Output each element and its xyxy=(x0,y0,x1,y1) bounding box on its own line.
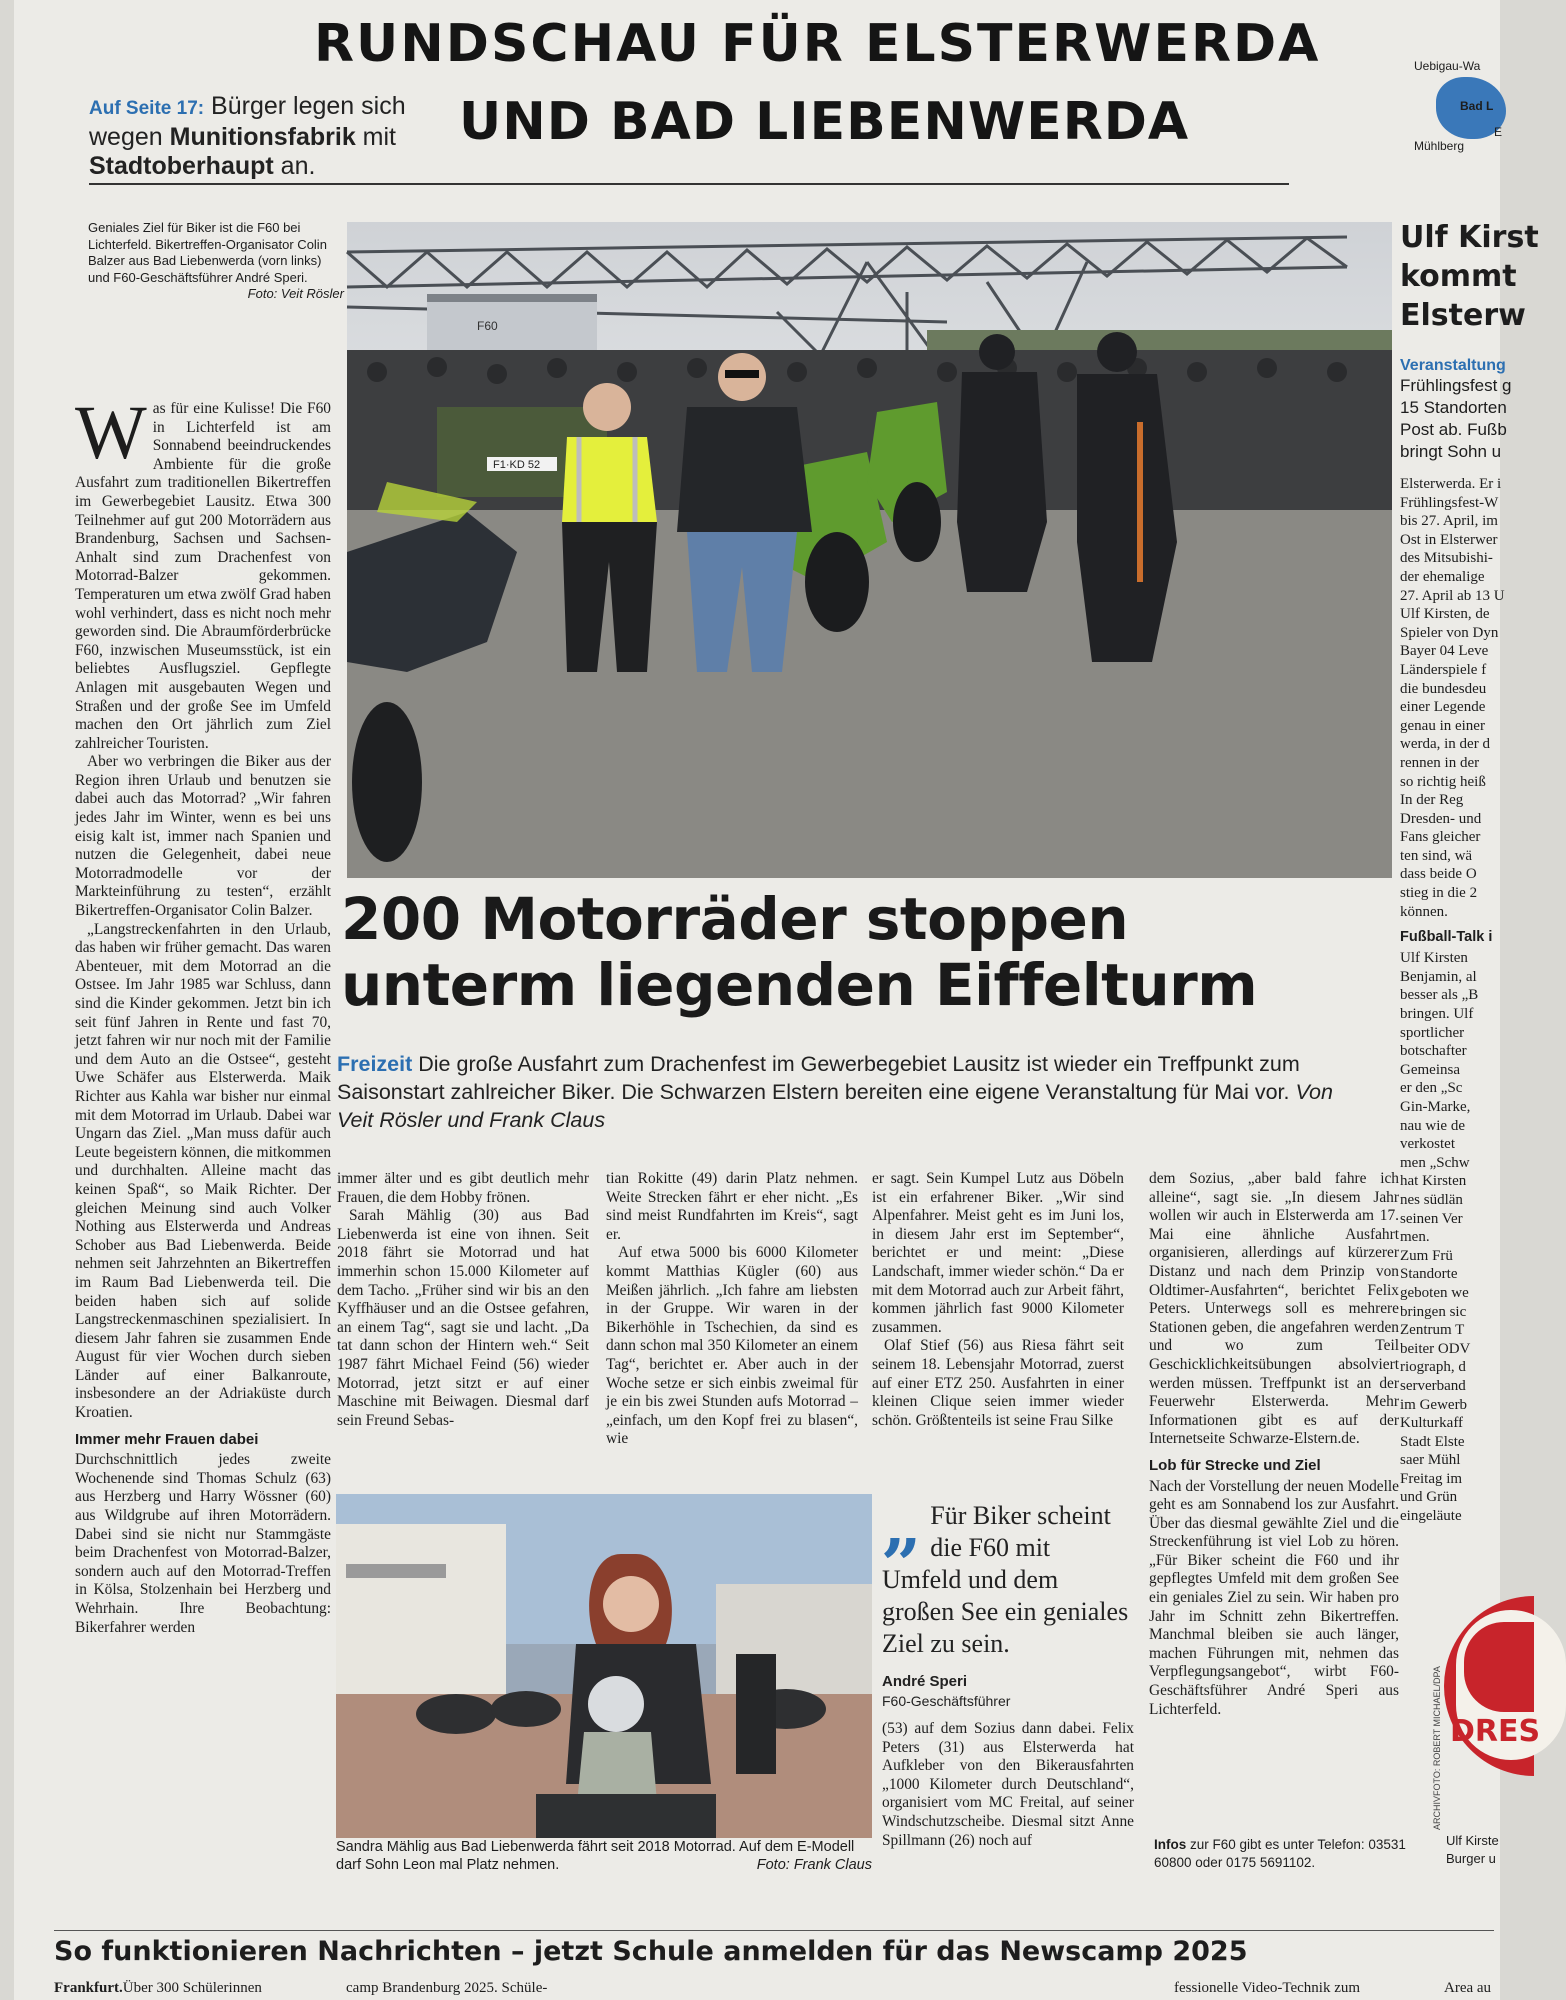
drop-cap: W xyxy=(75,391,147,475)
bottom-text: camp Brandenburg 2025. Schüle- xyxy=(346,1980,548,1996)
right-deck: Post ab. Fußb xyxy=(1400,420,1507,439)
logo-caption-line: Ulf Kirste xyxy=(1446,1833,1499,1848)
deck-text: Die große Ausfahrt zum Drachenfest im Gewerbegebiet Lausitz ist wieder ein Treffpunkt zum Saisonstart zahlreicher Biker. Die Schwarzen Elstern bereiten eine eigene Veranstaltung für Mai vor. xyxy=(337,1052,1300,1104)
right-headline: kommt xyxy=(1400,259,1517,294)
logo-text: DRES xyxy=(1450,1714,1541,1749)
article-subhead: Lob für Strecke und Ziel xyxy=(1149,1456,1321,1474)
article-paragraph: Nach der Vorstellung der neuen Modelle geht es am Sonnabend los zur Ausfahrt. Über das diesmal gewählte Ziel und die Streckenführung ist viel Lob zu hören. „Für Biker scheint die F60 und ihr gepflegtes Umfeld mit dem großen See ein geniales Ziel zu sein. Wir haben pro Jahr im Schnitt zehn Bikertreffen. Manchmal bleiben sie auch länger, machen Führungen mit, nehmen das Verpflegungsangebot“, wirbt F60-Geschäftsführer André Speri aus Lichterfeld. xyxy=(1149,1477,1399,1718)
quote-mark-icon: „ xyxy=(882,1483,923,1566)
headline-line-1: 200 Motorräder stoppen xyxy=(341,885,1129,953)
article-paragraph: „Langstreckenfahrten in den Urlaub, das haben wir früher gemacht. Das waren Abenteuer, mit dem Motorrad an die Ostsee. Im Jahr 1985 war Schluss, dann sind die Kinder gekommen. Jetzt bin ich seit fünf Jahren in Rente und fast 70, jetzt fahren wir nur noch mit der Familie und dem Auto an die Ostsee“, gesteht Uwe Schäfer aus Elsterwerda. Maik Richter aus Kahla war bisher nur einmal mit dem Motorrad im Urlaub. Dabei war Ungarn das Ziel. „Man muss dafür auch Leute begeistern können, die mitkommen und durchhalten. Alleine macht das keinen Spaß“, so Maik Richter. Der gleichen Meinung sind auch Volker Nothing aus Elsterwerda und Andreas Schober aus Bad Liebenwerda. Beide nehmen seit Jahrzehnten an Bikertreffen im Raum Bad Liebenwerda teil. Die beiden haben sich auf solide Langstreckenmaschinen spezialisiert. In diesem Jahr fahren sie zusammen Ende August für vier Wochen durch sieben Länder auf einer Balkanroute, insbesondere an der Adriaküste durch Kroatien. xyxy=(75,920,332,1422)
right-body-line: genau in einer xyxy=(1400,717,1485,734)
right-deck: Frühlingsfest g xyxy=(1400,376,1512,395)
right-body-line: dass beide O xyxy=(1400,866,1477,883)
right-body-line: können. xyxy=(1400,903,1448,920)
right-body-line: Gemeinsa xyxy=(1400,1061,1460,1078)
header-rule xyxy=(89,183,1289,185)
main-photo-illustration xyxy=(347,222,1392,878)
teaser-bold-1: Munitionsfabrik xyxy=(169,123,356,151)
right-deck: bringt Sohn u xyxy=(1400,442,1502,461)
newspaper-page xyxy=(14,0,1541,2000)
caption-text: Geniales Ziel für Biker ist die F60 bei Lichterfeld. Bikertreffen-Organisator Colin Balzer aus Bad Liebenwerda (vorn links) und F60-Geschäftsführer André Speri. xyxy=(88,220,327,285)
article-paragraph: er sagt. Sein Kumpel Lutz aus Döbeln ist ein erfahrener Biker. „Wir sind Alpenfahrer. Meist geht es im Juni los, in diesem Jahr erst im September“, berichtet er und meint: „Diese Landschaft, immer wieder schön.“ Da er mit dem Motorrad auch zur Arbeit fährt, kommen jährlich fast 9000 Kilometer zusammen. xyxy=(872,1170,1124,1336)
article-paragraph: Auf etwa 5000 bis 6000 Kilometer kommt Matthias Kügler (60) aus Meißen jährlich. „Ich fahre am liebsten in der Gruppe. Wir waren in der Bikerhöhle in Tschechien, da sind es dann schon mal 350 Kilometer an einem Tag“, berichtet er. Aber auch in der Woche setze er sich einbis zweimal für je ein bis zwei Stunden aufs Motorrad – „einfach, um den Kopf frei zu blasen“, wie xyxy=(606,1244,858,1448)
main-photo xyxy=(347,222,1392,878)
right-body-line: Gin-Marke, xyxy=(1400,1099,1471,1115)
right-body-line: botschafter xyxy=(1400,1043,1467,1060)
right-deck: 15 Standorten xyxy=(1400,398,1507,417)
right-body-line: bringen sic xyxy=(1400,1303,1467,1320)
article-deck xyxy=(337,1050,1367,1134)
map-label: E xyxy=(1494,125,1503,139)
right-body-line: nau wie de xyxy=(1400,1117,1465,1134)
masthead-line-1: RUNDSCHAU FÜR ELSTERWERDA xyxy=(314,14,1321,74)
article-subhead: Immer mehr Frauen dabei xyxy=(75,1430,259,1448)
right-body-line: bringen. Ulf xyxy=(1400,1006,1474,1023)
right-body-line: 27. April ab 13 U xyxy=(1400,587,1505,604)
article-column-4 xyxy=(872,1170,1124,1430)
info-box xyxy=(1154,1836,1414,1872)
map-label: Uebigau-Wa xyxy=(1414,59,1481,73)
quote-role: F60-Geschäftsführer xyxy=(882,1693,1011,1709)
region-map xyxy=(1414,55,1503,155)
right-body-line: saer Mühl xyxy=(1400,1452,1461,1469)
right-body-line: hat Kirsten xyxy=(1400,1173,1467,1190)
caption-text: Sandra Mählig aus Bad Liebenwerda fährt seit 2018 Motorrad. Auf dem E-Modell darf Sohn Leon mal Platz nehmen. xyxy=(336,1839,855,1873)
right-body-line: besser als „B xyxy=(1400,987,1479,1004)
right-body-line: Ulf Kirsten xyxy=(1400,950,1468,967)
right-body-line: bis 27. April, im xyxy=(1400,513,1498,530)
teaser-text-2: mit xyxy=(355,123,397,151)
page-teaser xyxy=(89,92,469,181)
bottom-text: fessionelle Video-Technik zum xyxy=(1174,1980,1361,1996)
article-column-5 xyxy=(1149,1170,1399,1719)
quote-person: André Speri xyxy=(882,1673,968,1690)
deck-kicker: Freizeit xyxy=(337,1052,413,1076)
building-graphic xyxy=(427,294,597,356)
article-paragraph: Olaf Stief (56) aus Riesa fährt seit seinem 18. Lebensjahr Motorrad, zuerst auf einer ETZ 250. Ausfahrten in einer kleinen Clique seien immer wieder schön. Größtenteils ist seine Frau Silke xyxy=(872,1337,1124,1429)
right-body-line: Freitag im xyxy=(1400,1470,1463,1487)
bottom-text: Über 300 Schülerinnen xyxy=(122,1980,262,1996)
article-paragraph: as für eine Kulisse! Die F60 in Lichterfeld ist am Sonnabend beeindruckendes Ambiente für die große Ausfahrt zum traditionellen Bikertreffen im Gewerbegebiet Lausitz. Etwa 300 Teilnehmer auf gut 200 Motorrädern aus Brandenburg, Sachsen und Sachsen-Anhalt sind zum Drachenfest von Motorrad-Balzer gekommen. Temperaturen um etwa zwölf Grad haben wohl verhindert, dass es nicht noch mehr geworden sind. Die Abraumförderbrücke F60, inzwischen Museumsstück, ist ein beliebtes Ausflugsziel. Gepflegte Anlagen mit ausgebauten Wegen und Straßen und der große See im Umfeld machen den Ort jährlich zum Ziel zahlreicher Touristen. xyxy=(75,400,331,752)
right-body-line: seinen Ver xyxy=(1400,1210,1463,1227)
bottom-dateline: Frankfurt. xyxy=(54,1980,123,1996)
right-body-line: verkostet xyxy=(1400,1136,1455,1153)
right-body-line: der ehemalige xyxy=(1400,568,1485,585)
right-body-line: Kulturkaff xyxy=(1400,1415,1464,1432)
deck-author: Von Veit Rösler und Frank Claus xyxy=(337,1080,1333,1132)
right-body-line: ten sind, wä xyxy=(1400,847,1473,864)
second-photo-caption xyxy=(336,1838,872,1874)
logo-caption xyxy=(1446,1832,1506,1868)
right-body-line: Länderspiele f xyxy=(1400,661,1487,678)
right-body-line: geboten we xyxy=(1400,1284,1469,1301)
right-headline: Elsterw xyxy=(1400,298,1526,333)
article-column-3 xyxy=(606,1170,858,1449)
article-paragraph: dem Sozius, „aber bald fahre ich alleine“, sagt sie. „In diesem Jahr wollen wir auch in Elsterwerda am 17. Mai eine ähnliche Ausfahrt organisieren, allerdings auf kürzerer Distanz und nach dem Prinzip von Oldtimer-Ausfahrten“, berichtet Felix Peters. Unterwegs soll es mehrere Stationen geben, die angefahren werden und wo zum Teil Geschicklichkeitsübungen absolviert werden müssen. Treffpunkt ist an der Feuerwehr Elsterwerda. Mehr Informationen gibt es auf der Internetseite Schwarze-Elstern.de. xyxy=(1149,1170,1399,1448)
right-body-line: Zum Frü xyxy=(1400,1247,1453,1264)
right-body-line: Fans gleicher xyxy=(1400,829,1481,846)
right-body-line: Elsterwerda. Er i xyxy=(1400,476,1502,492)
headline-line-2: unterm liegenden Eiffelturm xyxy=(341,951,1258,1019)
teaser-text-1: Bürger legen sich wegen xyxy=(89,92,406,151)
right-body-line: Dresden- und xyxy=(1400,810,1482,827)
article-paragraph: tian Rokitte (49) darin Platz nehmen. Weite Strecken fährt er eher nicht. „Es sind meist Rundfahrten im Kreis“, sagt er. xyxy=(606,1170,858,1243)
right-body-line: und Grün xyxy=(1400,1489,1458,1506)
right-body xyxy=(1400,949,1500,1525)
info-text: zur F60 gibt es unter Telefon: 03531 60800 oder 0175 5691102. xyxy=(1154,1837,1406,1870)
article-paragraph: (53) auf dem Sozius dann dabei. Felix Peters (31) aus Elsterwerda hat Aufkleber von den Bikerausfahrten „1000 Kilometer durch Deutschland“, organisiert vom MC Freital, auf seiner Windschutzscheibe. Diesmal sitzt Anne Spillmann (26) noch auf xyxy=(882,1720,1134,1849)
teaser-kicker: Auf Seite 17: xyxy=(89,98,205,119)
article-column-1 xyxy=(75,391,332,1637)
building-sign: F60 xyxy=(477,319,498,333)
right-body-line: Stadt Elste xyxy=(1400,1433,1465,1450)
masthead-line-2: UND BAD LIEBENWERDA xyxy=(459,92,1190,152)
right-body-line: die bundesdeu xyxy=(1400,680,1487,697)
right-body-line: im Gewerb xyxy=(1400,1396,1468,1413)
right-body-line: rennen in der xyxy=(1400,754,1480,771)
right-body-line: Standorte xyxy=(1400,1266,1458,1283)
right-body-line: men „Schw xyxy=(1400,1154,1470,1171)
right-body-line: riograph, d xyxy=(1400,1359,1466,1376)
main-photo-caption xyxy=(88,220,344,303)
right-body-line: sportlicher xyxy=(1400,1024,1465,1041)
article-paragraph: immer älter und es gibt deutlich mehr Frauen, die dem Hobby frönen. xyxy=(337,1170,589,1206)
right-body-line: Ost in Elsterwer xyxy=(1400,531,1498,548)
second-photo-illustration xyxy=(336,1494,872,1838)
right-body-line: stieg in die 2 xyxy=(1400,885,1478,902)
teaser-text-3: an. xyxy=(273,152,316,180)
info-label: Infos xyxy=(1154,1837,1187,1852)
right-body-line: Ulf Kirsten, de xyxy=(1400,606,1490,623)
photo-credit: Foto: Veit Rösler xyxy=(247,286,344,301)
right-body-line: einer Legende xyxy=(1400,699,1486,716)
article-headline xyxy=(341,886,1401,1018)
licence-plate: F1·KD 52 xyxy=(493,459,541,471)
second-photo xyxy=(336,1494,872,1838)
teaser-bold-2: Stadtoberhaupt xyxy=(89,152,274,180)
article-column-4-cont xyxy=(882,1720,1134,1850)
right-body-line: Zentrum T xyxy=(1400,1322,1465,1339)
right-body-line: nes südlän xyxy=(1400,1191,1463,1208)
right-body-line: In der Reg xyxy=(1400,792,1464,809)
bottom-rule xyxy=(54,1930,1494,1931)
right-body-line: serverband xyxy=(1400,1377,1466,1394)
bottom-headline: So funktionieren Nachrichten – jetzt Schule anmelden für das Newscamp 2025 xyxy=(54,1936,1248,1967)
right-body-line: werda, in der d xyxy=(1400,736,1490,753)
right-body-line: er den „Sc xyxy=(1400,1080,1463,1097)
map-label: Mühlberg xyxy=(1414,139,1465,153)
club-logo xyxy=(1444,1596,1541,1776)
right-body-line: beiter ODV xyxy=(1400,1340,1471,1357)
article-paragraph: Sarah Mählig (30) aus Bad Liebenwerda ist eine von ihnen. Seit 2018 fährt sie Motorrad und hat immerhin schon 15.000 Kilometer auf dem Tacho. „Früher sind wir bis an den Kyffhäuser und an die Ostsee gefahren, an einem Tag“, sagt sie und lacht. „Da tat dann schon der Hintern weh.“ Seit 1987 fährt Michael Feind (56) wieder Motorrad, jetzt sitzt er auf einer Maschine mit Beiwagen. Diesmal darf sein Freund Sebas- xyxy=(337,1207,589,1429)
article-paragraph: Durchschnittlich jedes zweite Wochenende sind Thomas Schulz (63) aus Herzberg und Harry Wössner (60) aus Wildgrube auf ihren Motorrädern. Dabei sind sie nicht nur Stammgäste beim Drachenfest von Motorrad-Balzer, sondern auch auf den Motorrad-Treffen in Kölsa, Stolzenhain bei Herzberg und Wehrhain. Ihre Beobachtung: Bikerfahrer werden xyxy=(75,1451,331,1636)
right-article xyxy=(1400,218,1539,1526)
bottom-text: Area au xyxy=(1444,1980,1492,1996)
pull-quote xyxy=(882,1483,1132,1710)
right-kicker: Veranstaltung xyxy=(1400,357,1506,374)
archive-photo-credit: ARCHIVFOTO: ROBERT MICHAEL/DPA xyxy=(1432,1666,1442,1830)
photo-credit: Foto: Frank Claus xyxy=(756,1857,872,1873)
right-subhead: Fußball-Talk i xyxy=(1400,929,1493,946)
article-paragraph: Aber wo verbringen die Biker aus der Region ihren Urlaub und benutzen sie dabei auch das Motorrad? „Wir fahren jedes Jahr im Winter, wenn es bei uns eisig kalt ist, immer nach Spanien und nutzen die Gelegenheit, dabei neue Motorradmodelle vor der Markteinführung zu testen“, erzählt Bikertreffen-Organisator Colin Balzer. xyxy=(75,753,331,920)
right-body-line: Frühlingsfest-W xyxy=(1400,494,1499,511)
right-body-line: Benjamin, al xyxy=(1400,968,1477,985)
article-column-2 xyxy=(337,1170,589,1430)
logo-caption-line: Burger u xyxy=(1446,1851,1496,1866)
right-body-line: men. xyxy=(1400,1229,1430,1246)
right-body-line: Bayer 04 Leve xyxy=(1400,643,1489,660)
right-body-line: eingeläute xyxy=(1400,1508,1462,1525)
right-headline: Ulf Kirst xyxy=(1400,220,1539,255)
map-label: Bad L xyxy=(1460,99,1494,113)
right-body-line: des Mitsubishi- xyxy=(1400,550,1493,567)
quote-text: Für Biker scheint die F60 mit Umfeld und dem großen See ein geniales Ziel zu sein. xyxy=(882,1501,1129,1658)
right-body-line: Spieler von Dyn xyxy=(1400,624,1499,641)
right-body-line: so richtig heiß xyxy=(1400,773,1486,790)
right-body xyxy=(1400,475,1505,921)
